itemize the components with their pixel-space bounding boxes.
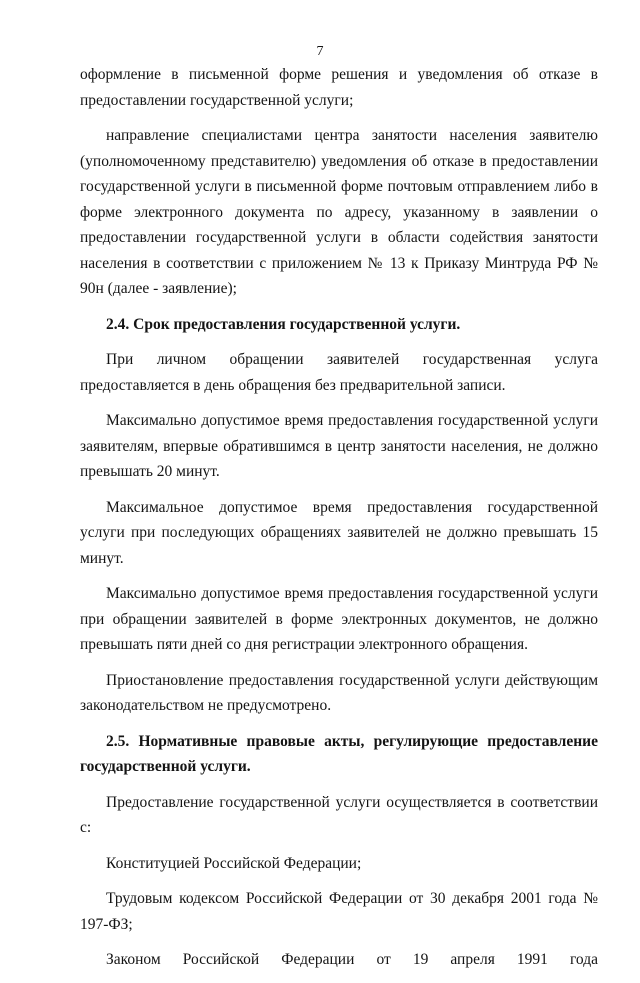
section-heading-2-5: 2.5. Нормативные правовые акты, регулирующие предоставление государственной услуги. bbox=[80, 732, 598, 775]
paragraph-labor-code: Трудовым кодексом Российской Федерации от 30 декабря 2001 года № 197-ФЗ; bbox=[80, 890, 598, 933]
paragraph-constitution: Конституцией Российской Федерации; bbox=[106, 854, 362, 872]
paragraph-decision-notice: оформление в письменной форме решения и уведомления об отказе в предоставлении государственной услуги; bbox=[80, 66, 598, 109]
paragraph-legal-basis: Предоставление государственной услуги осуществляется в соответствии с: bbox=[80, 793, 598, 836]
section-heading-2-4: 2.4. Срок предоставления государственной услуги. bbox=[106, 315, 461, 333]
paragraph-first-visit-time: Максимально допустимое время предоставления государственной услуги заявителям, впервые обратившимся в центр занятости населения, не должно превышать 20 минут. bbox=[80, 412, 598, 480]
document-body bbox=[80, 62, 598, 983]
paragraph-electronic-time: Максимально допустимое время предоставления государственной услуги при обращении заявителей в форме электронных документов, не должно превышать пяти дней со дня регистрации электронного обращения. bbox=[80, 585, 598, 653]
paragraph-refusal-notice: направление специалистами центра занятости населения заявителю (уполномоченному представителю) уведомления об отказе в предоставлении государственной услуги в письменной форме почтовым отправлением либо в форме электронного документа по адресу, указанному в заявлении о предоставлении государственной услуги в области содействия занятости населения в соответствии с приложением № 13 к Приказу Минтруда РФ № 90н (далее - заявление); bbox=[80, 127, 598, 297]
paragraph-subsequent-visit-time: Максимальное допустимое время предоставления государственной услуги при последующих обращениях заявителей не должно превышать 15 минут. bbox=[80, 498, 598, 567]
page-number: 7 bbox=[316, 44, 324, 59]
paragraph-law-1991: Законом Российской Федерации от 19 апреля 1991 года bbox=[106, 951, 598, 968]
paragraph-suspension: Приостановление предоставления государственной услуги действующим законодательством не предусмотрено. bbox=[80, 671, 598, 714]
paragraph-personal-visit: При личном обращении заявителей государственная услуга предоставляется в день обращения без предварительной записи. bbox=[80, 351, 598, 394]
